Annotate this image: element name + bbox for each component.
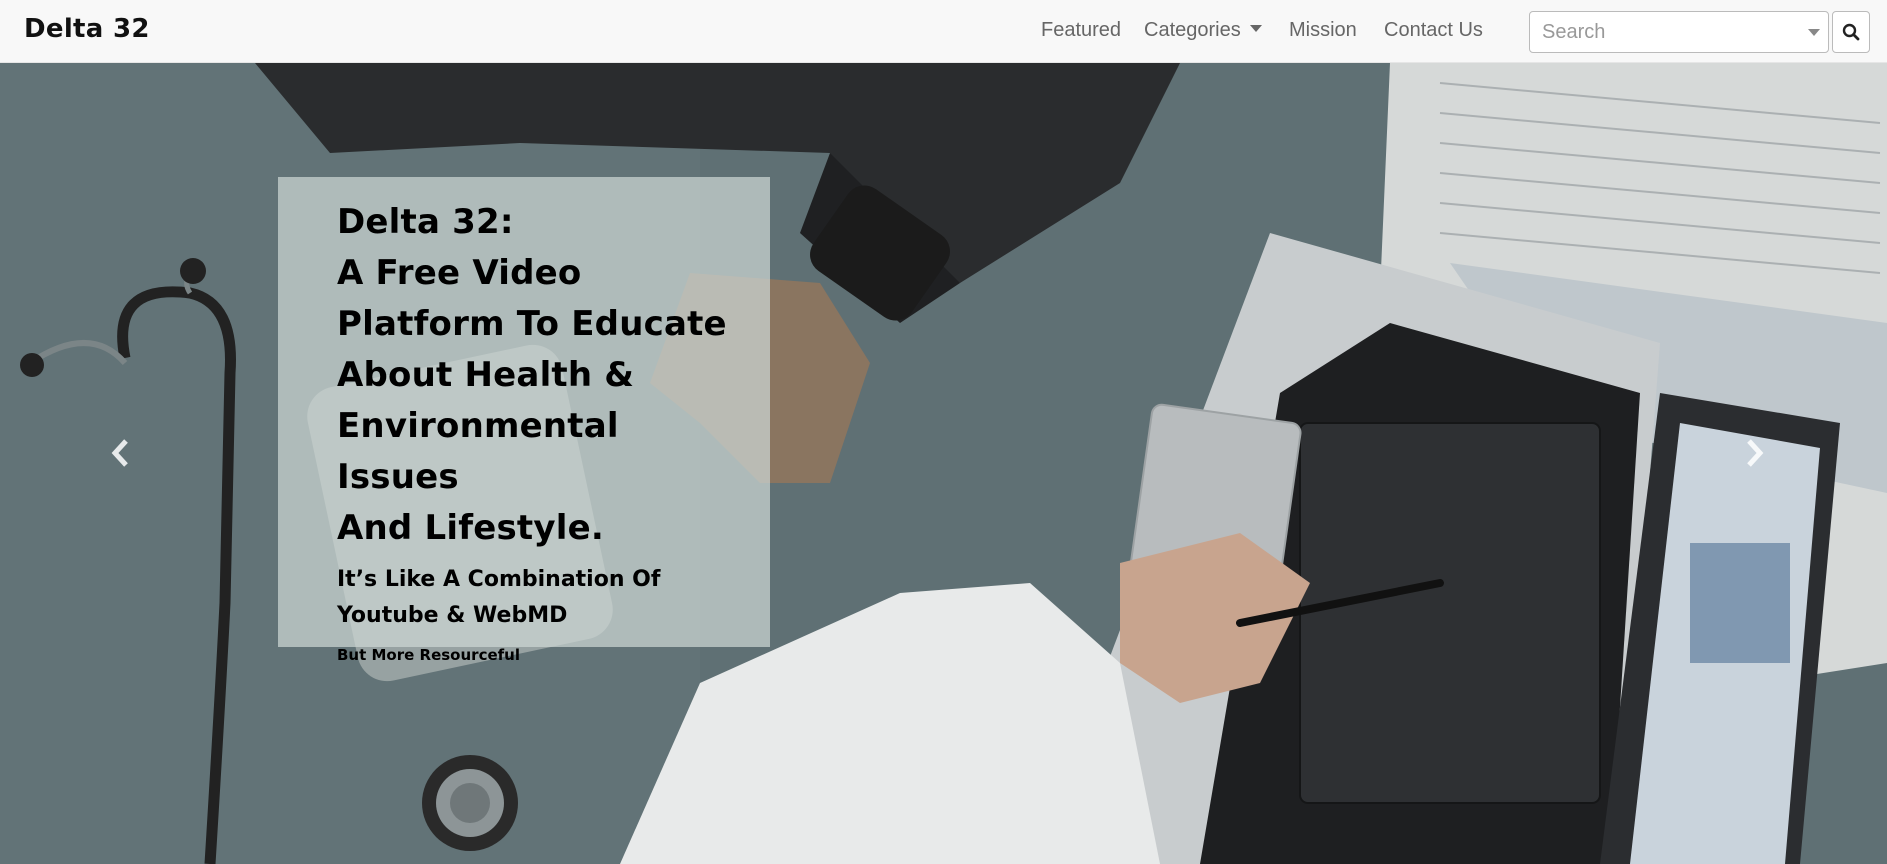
hero-subtitle-line: Youtube & WebMD xyxy=(337,603,568,628)
hero-title-line: And Lifestyle. xyxy=(337,508,604,548)
nav-featured[interactable]: Featured xyxy=(1041,19,1122,41)
brand-logo[interactable]: Delta 32 xyxy=(24,14,150,44)
hero-title xyxy=(337,197,750,554)
nav-mission[interactable]: Mission xyxy=(1289,19,1357,41)
search-input[interactable] xyxy=(1530,12,1802,52)
hero-caption xyxy=(278,177,770,664)
chevron-left-icon xyxy=(110,438,130,468)
hero-tagline: But More Resourceful xyxy=(337,646,520,664)
dropdown-arrow-icon[interactable] xyxy=(1808,29,1820,36)
search-button[interactable] xyxy=(1832,11,1870,53)
hero-title-line: Platform To Educate xyxy=(337,304,727,344)
hero-subtitle xyxy=(337,562,750,634)
carousel-prev-button[interactable] xyxy=(100,423,140,483)
caret-down-icon xyxy=(1250,25,1262,32)
search-icon xyxy=(1842,23,1860,41)
hero-title-line: Environmental Issues xyxy=(337,406,619,497)
nav-categories-label: Categories xyxy=(1144,19,1241,41)
search-select[interactable] xyxy=(1529,11,1829,53)
navbar xyxy=(0,0,1887,63)
nav-categories-dropdown[interactable] xyxy=(1144,19,1262,42)
hero-carousel xyxy=(0,63,1887,864)
chevron-right-icon xyxy=(1745,438,1765,468)
hero-title-line: A Free Video xyxy=(337,253,582,293)
carousel-next-button[interactable] xyxy=(1735,423,1775,483)
hero-subtitle-line: It’s Like A Combination Of xyxy=(337,567,661,592)
hero-title-line: Delta 32: xyxy=(337,202,514,242)
nav-contact-us[interactable]: Contact Us xyxy=(1384,19,1483,41)
hero-title-line: About Health & xyxy=(337,355,635,395)
